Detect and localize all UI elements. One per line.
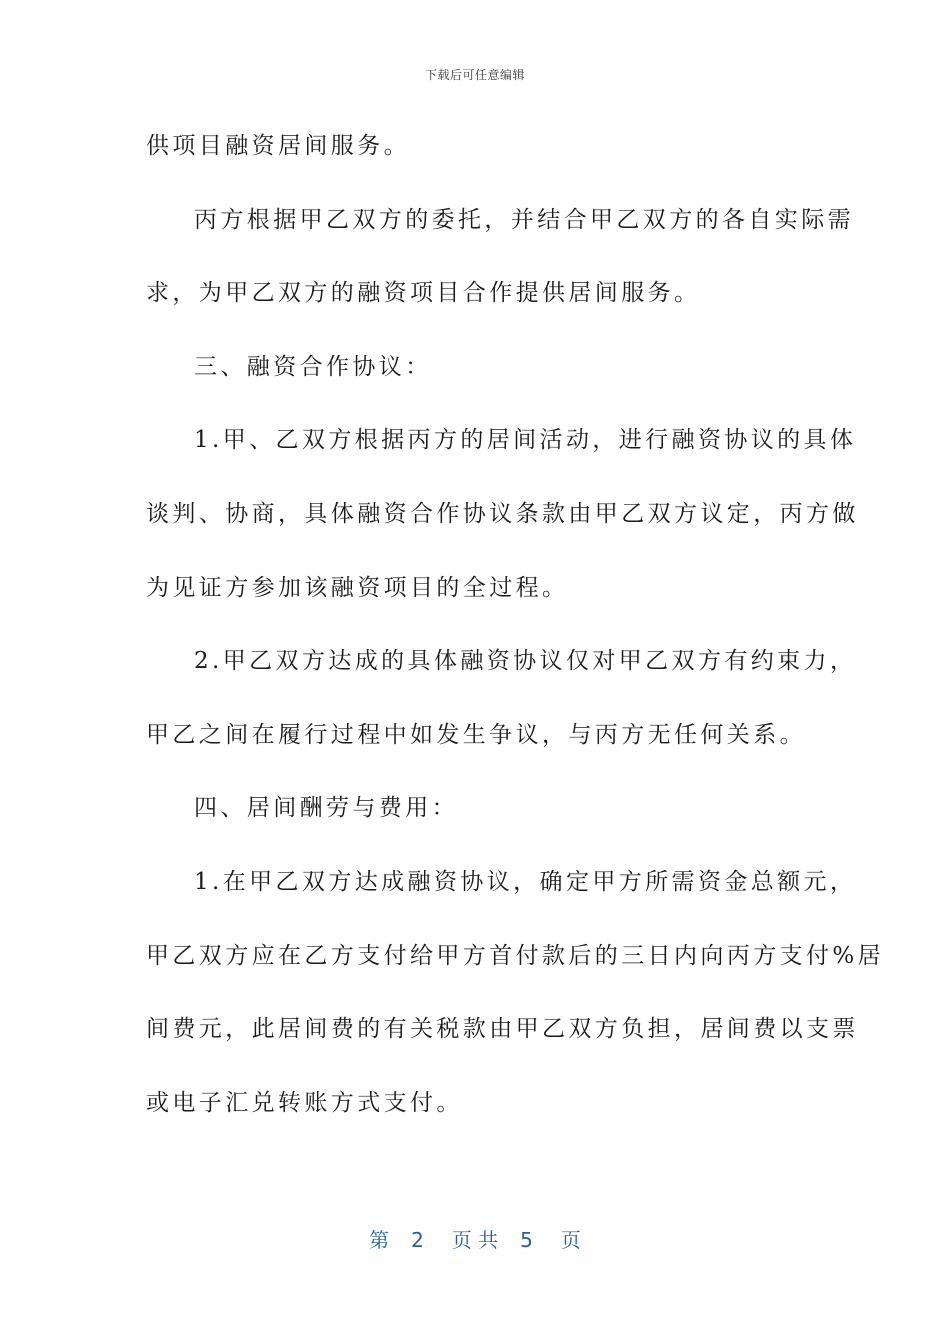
document-body [146, 128, 885, 1158]
body-line-2: 丙方根据甲乙双方的委托，并结合甲乙双方的各自实际需 [194, 206, 854, 233]
body-line-5: 1.甲、乙双方根据丙方的居间活动，进行融资协议的具体 [194, 427, 857, 454]
page-mid-text: 页 共 [451, 1228, 499, 1252]
section-heading-four: 四、居间酬劳与费用： [194, 795, 458, 822]
page-footer [0, 1224, 950, 1253]
body-line-9: 甲乙之间在履行过程中如发生争议，与丙方无任何关系。 [146, 721, 806, 748]
body-line-7: 为见证方参加该融资项目的全过程。 [146, 574, 569, 601]
page-suffix: 页 [560, 1228, 581, 1252]
body-line-1: 供项目融资居间服务。 [146, 133, 410, 159]
body-line-14: 或电子汇兑转账方式支付。 [146, 1089, 463, 1116]
current-page-number: 2 [411, 1228, 424, 1252]
body-line-3: 求，为甲乙双方的融资项目合作提供居间服务。 [146, 280, 701, 307]
section-heading-three: 三、融资合作协议： [194, 353, 432, 380]
body-line-8: 2.甲乙双方达成的具体融资协议仅对甲乙双方有约束力， [194, 648, 857, 675]
header-note: 下载后可任意编辑 [424, 68, 525, 82]
body-line-11: 1.在甲乙双方达成融资协议，确定甲方所需资金总额元， [194, 868, 857, 895]
body-line-13: 间费元，此居间费的有关税款由甲乙双方负担，居间费以支票 [146, 1016, 859, 1043]
body-line-6: 谈判、协商，具体融资合作协议条款由甲乙双方议定，丙方做 [146, 500, 859, 527]
total-pages-number: 5 [520, 1228, 533, 1252]
body-line-12: 甲乙双方应在乙方支付给甲方首付款后的三日内向丙方支付%居 [146, 942, 885, 969]
page-prefix: 第 [369, 1228, 390, 1252]
